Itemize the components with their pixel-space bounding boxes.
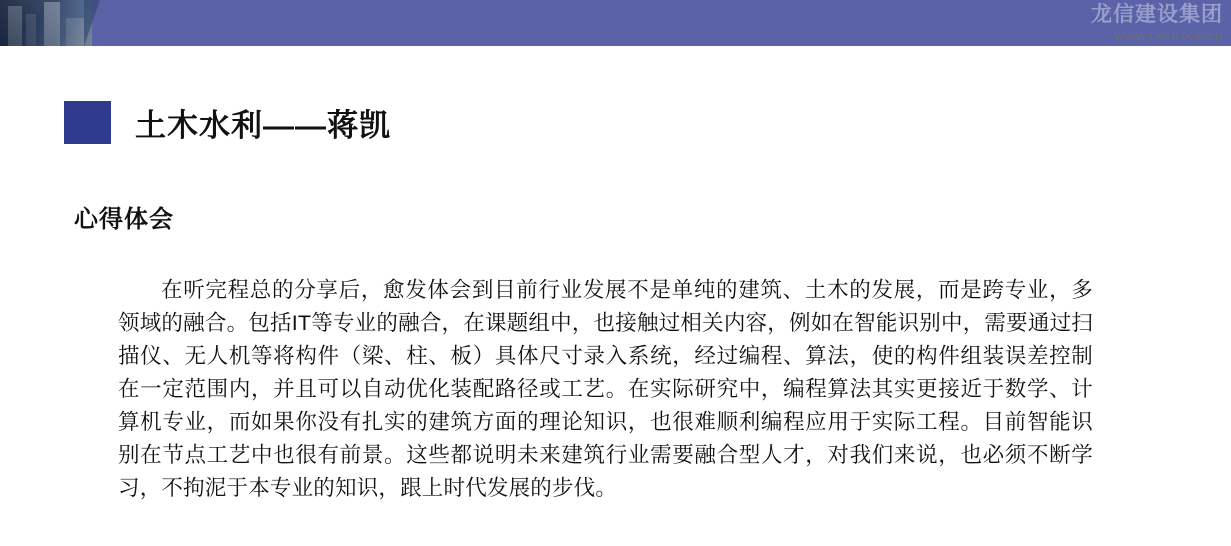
building-photo-icon	[0, 0, 92, 46]
body-paragraph: 在听完程总的分享后，愈发体会到目前行业发展不是单纯的建筑、土木的发展，而是跨专业，多领域的融合。包括IT等专业的融合，在课题组中，也接触过相关内容，例如在智能识别中，需要通过扫描仪、无人机等将构件（梁、柱、板）具体尺寸录入系统，经过编程、算法，使的构件组装误差控制在一定范围内，并且可以自动优化装配路径或工艺。在实际研究中，编程算法其实更接近于数学、计算机专业，而如果你没有扎实的建筑方面的理论知识，也很难顺利编程应用于实际工程。目前智能识别在节点工艺中也很有前景。这些都说明未来建筑行业需要融合型人才，对我们来说，也必须不断学习，不拘泥于本专业的知识，跟上时代发展的步伐。	[118, 278, 1093, 500]
company-logo	[1091, 2, 1223, 44]
header-color-band	[0, 0, 1231, 46]
section-heading: 心得体会	[74, 206, 174, 233]
logo-wordmark: 龙信建设集团	[1091, 3, 1223, 26]
page-title: 土木水利——蒋凯	[135, 108, 391, 143]
header-photo-edge	[84, 0, 100, 46]
logo-website-url: WWW.LXGROUP.CN	[1114, 31, 1223, 43]
slide-header	[0, 0, 1231, 46]
title-bullet-square-icon	[64, 101, 111, 144]
slide-title-row	[64, 100, 391, 145]
